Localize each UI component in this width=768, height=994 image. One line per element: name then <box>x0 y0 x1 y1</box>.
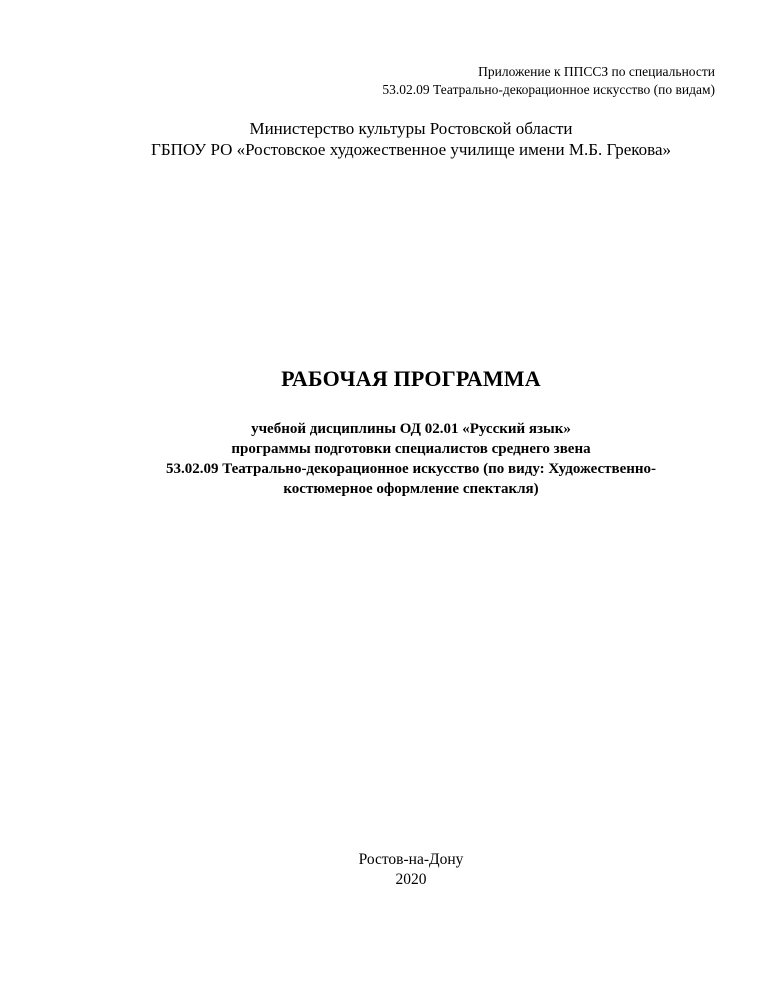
year: 2020 <box>395 871 427 888</box>
organization-header <box>0 118 768 160</box>
subtitle-line-3: 53.02.09 Театрально-декорационное искусство (по виду: Художественно- <box>165 461 657 477</box>
place-and-year <box>0 850 768 890</box>
document-subtitle <box>0 419 768 499</box>
subtitle-line-4: костюмерное оформление спектакля) <box>283 481 539 497</box>
appendix-note <box>215 63 715 99</box>
ministry-name: Министерство культуры Ростовской области <box>249 119 573 138</box>
appendix-line-2: 53.02.09 Театрально-декорационное искусство (по видам) <box>382 82 715 97</box>
document-title: РАБОЧАЯ ПРОГРАММА <box>281 366 541 391</box>
appendix-line-1: Приложение к ППССЗ по специальности <box>478 64 715 79</box>
subtitle-line-1: учебной дисциплины ОД 02.01 «Русский язык» <box>251 421 571 437</box>
city-name: Ростов-на-Дону <box>358 851 464 868</box>
subtitle-line-2: программы подготовки специалистов среднего звена <box>231 441 591 457</box>
school-name: ГБПОУ РО «Ростовское художественное училище имени М.Б. Грекова» <box>150 140 672 159</box>
